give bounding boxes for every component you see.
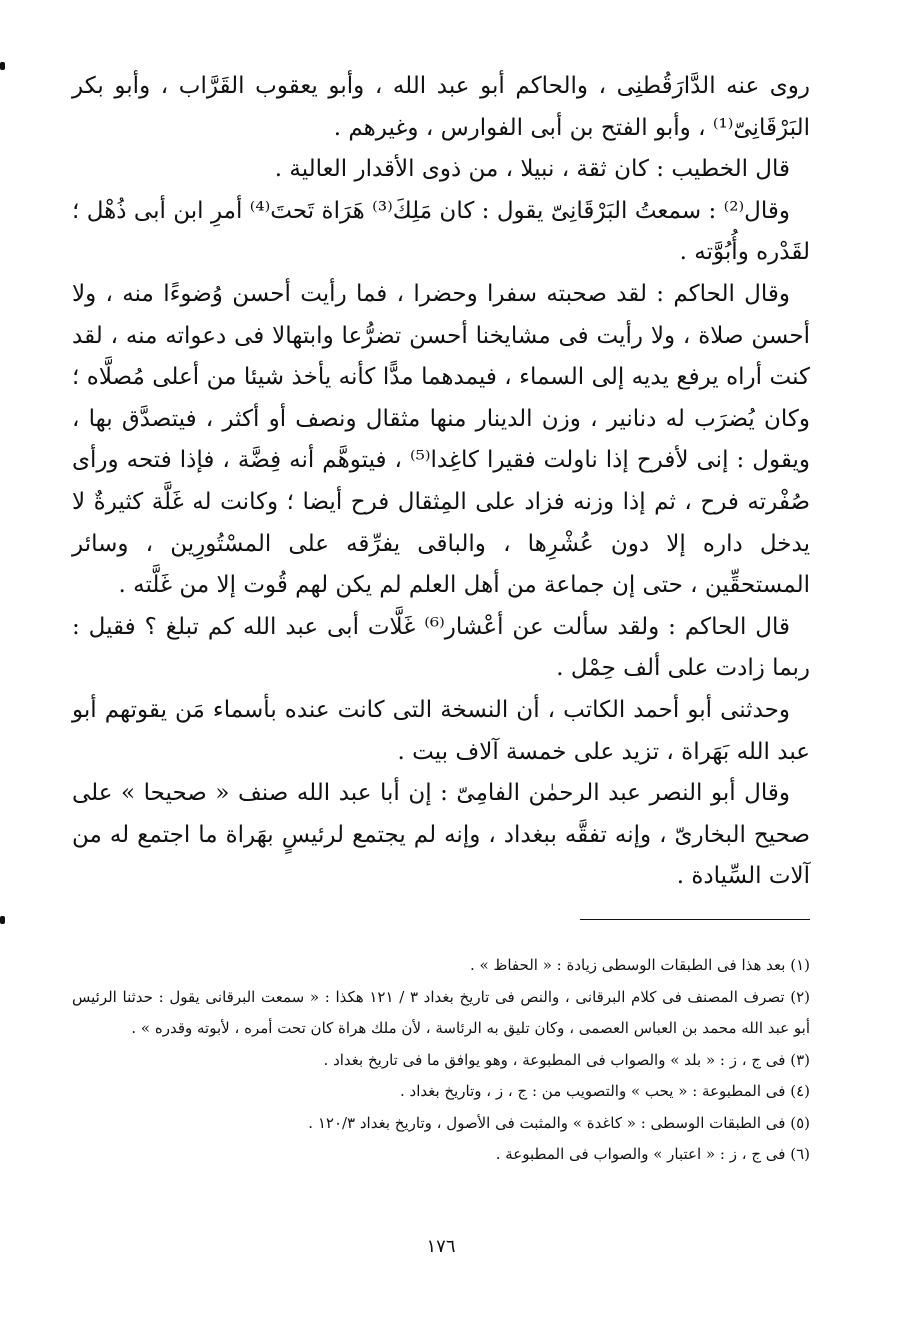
footnote: (٣) فى ج ، ز : « بلد » والصواب فى المطبوعة ، وهو يوافق ما فى تاريخ بغداد . [323,1050,810,1069]
edge-mark [0,62,5,70]
footnote: (٥) فى الطبقات الوسطى : « كاغدة » والمثبت فى الأصول ، وتاريخ بغداد ١٢٠/٣ . [308,1113,810,1132]
footnote: (٤) فى المطبوعة : « يحب » والتصويب من : ج ، ز ، وتاريخ بغداد . [400,1082,810,1100]
main-text [72,66,810,898]
footnote: (٦) فى ج ، ز : « اعتبار » والصواب فى المطبوعة . [495,1145,810,1163]
paragraph: وقال⁽²⁾ : سمعتُ البَرْقَانِىّ يقول : كان مَلِكَ⁽³⁾ هَرَاة تَحتَ⁽⁴⁾ أمرِ ابن أبى ذُهْل ؛ لقَدْره وأُبُوَّته . [72,197,810,266]
page-number: ١٧٦ [426,1236,456,1257]
footnote-separator [580,919,810,920]
footnotes [72,950,810,1171]
paragraph: وحدثنى أبو أحمد الكاتب ، أن النسخة التى كانت عنده بأسماء مَن يقوتهم أبو عبد الله بَهَراة ، تزيد على خمسة آلاف بيت . [72,696,810,765]
paragraph: وقال الحاكم : لقد صحبته سفرا وحضرا ، فما رأيت أحسن وُضوءًا منه ، ولا أحسن صلاة ، ولا رأيت فى مشايخنا أحسن تضرُّعا وابتهالا فى دعواته منه ، لقد كنت أراه يرفع يديه إلى السماء ، فيمدهما مدًّا كأنه يأخذ شيئا من أعلى مُصلَّاه ؛ وكان يُضرَب له دنانير ، وزن الدينار منها مثقال ونصف أو أكثر ، فيتصدَّق بها ، ويقول : إنى لأفرح إذا ناولت فقيرا كاغِدا⁽⁵⁾ ، فيتوهَّم أنه فِضَّة ، فإذا فتحه ورأى صُفْرته فرح ، ثم إذا وزنه فزاد على المِثقال فرح أيضا ؛ وكانت له غَلَّة كثيرةٌ لا يدخل داره إلا دون عُشْرِها ، والباقى يفرِّقه على المسْتُورِين ، وسائر المستحقِّين ، حتى إن جماعة من أهل العلم لم يكن لهم قُوت إلا من غَلَّته . [72,280,810,599]
footnote: (١) بعد هذا فى الطبقات الوسطى زيادة : « الحفاظ » . [470,956,810,974]
paragraph: وقال أبو النصر عبد الرحمٰن الفامِىّ : إن أبا عبد الله صنف « صحيحا » على صحيح البخارىّ ، وإنه تفقَّه ببغداد ، وإنه لم يجتمع لرئيسٍ بهَراة ما اجتمع له من آلات السِّيادة . [72,780,810,890]
paragraph: قال الخطيب : كان ثقة ، نبيلا ، من ذوى الأقدار العالية . [274,156,790,183]
footnote: (٢) تصرف المصنف فى كلام البرقانى ، والنص فى تاريخ بغداد ٣ / ١٢١ هكذا : « سمعت البرقانى يقول : حدثنا الرئيس أبو عبد الله محمد بن العباس العصمى ، وكان تليق به الرئاسة ، لأن ملك هراة كان تحت أمره ، لأبوته وقدره » . [72,987,811,1037]
paragraph: روى عنه الدَّارَقُطنِى ، والحاكم أبو عبد الله ، وأبو يعقوب القَرَّاب ، وأبو بكر البَرْقَانِىّ⁽¹⁾ ، وأبو الفتح بن أبى الفوارس ، وغيرهم . [72,73,810,141]
document-page [72,66,810,1286]
paragraph: قال الحاكم : ولقد سألت عن أعْشار⁽⁶⁾ غَلَّات أبى عبد الله كم تبلغ ؟ فقيل : ربما زادت على ألف حِمْل . [72,613,810,682]
edge-mark [0,916,5,924]
